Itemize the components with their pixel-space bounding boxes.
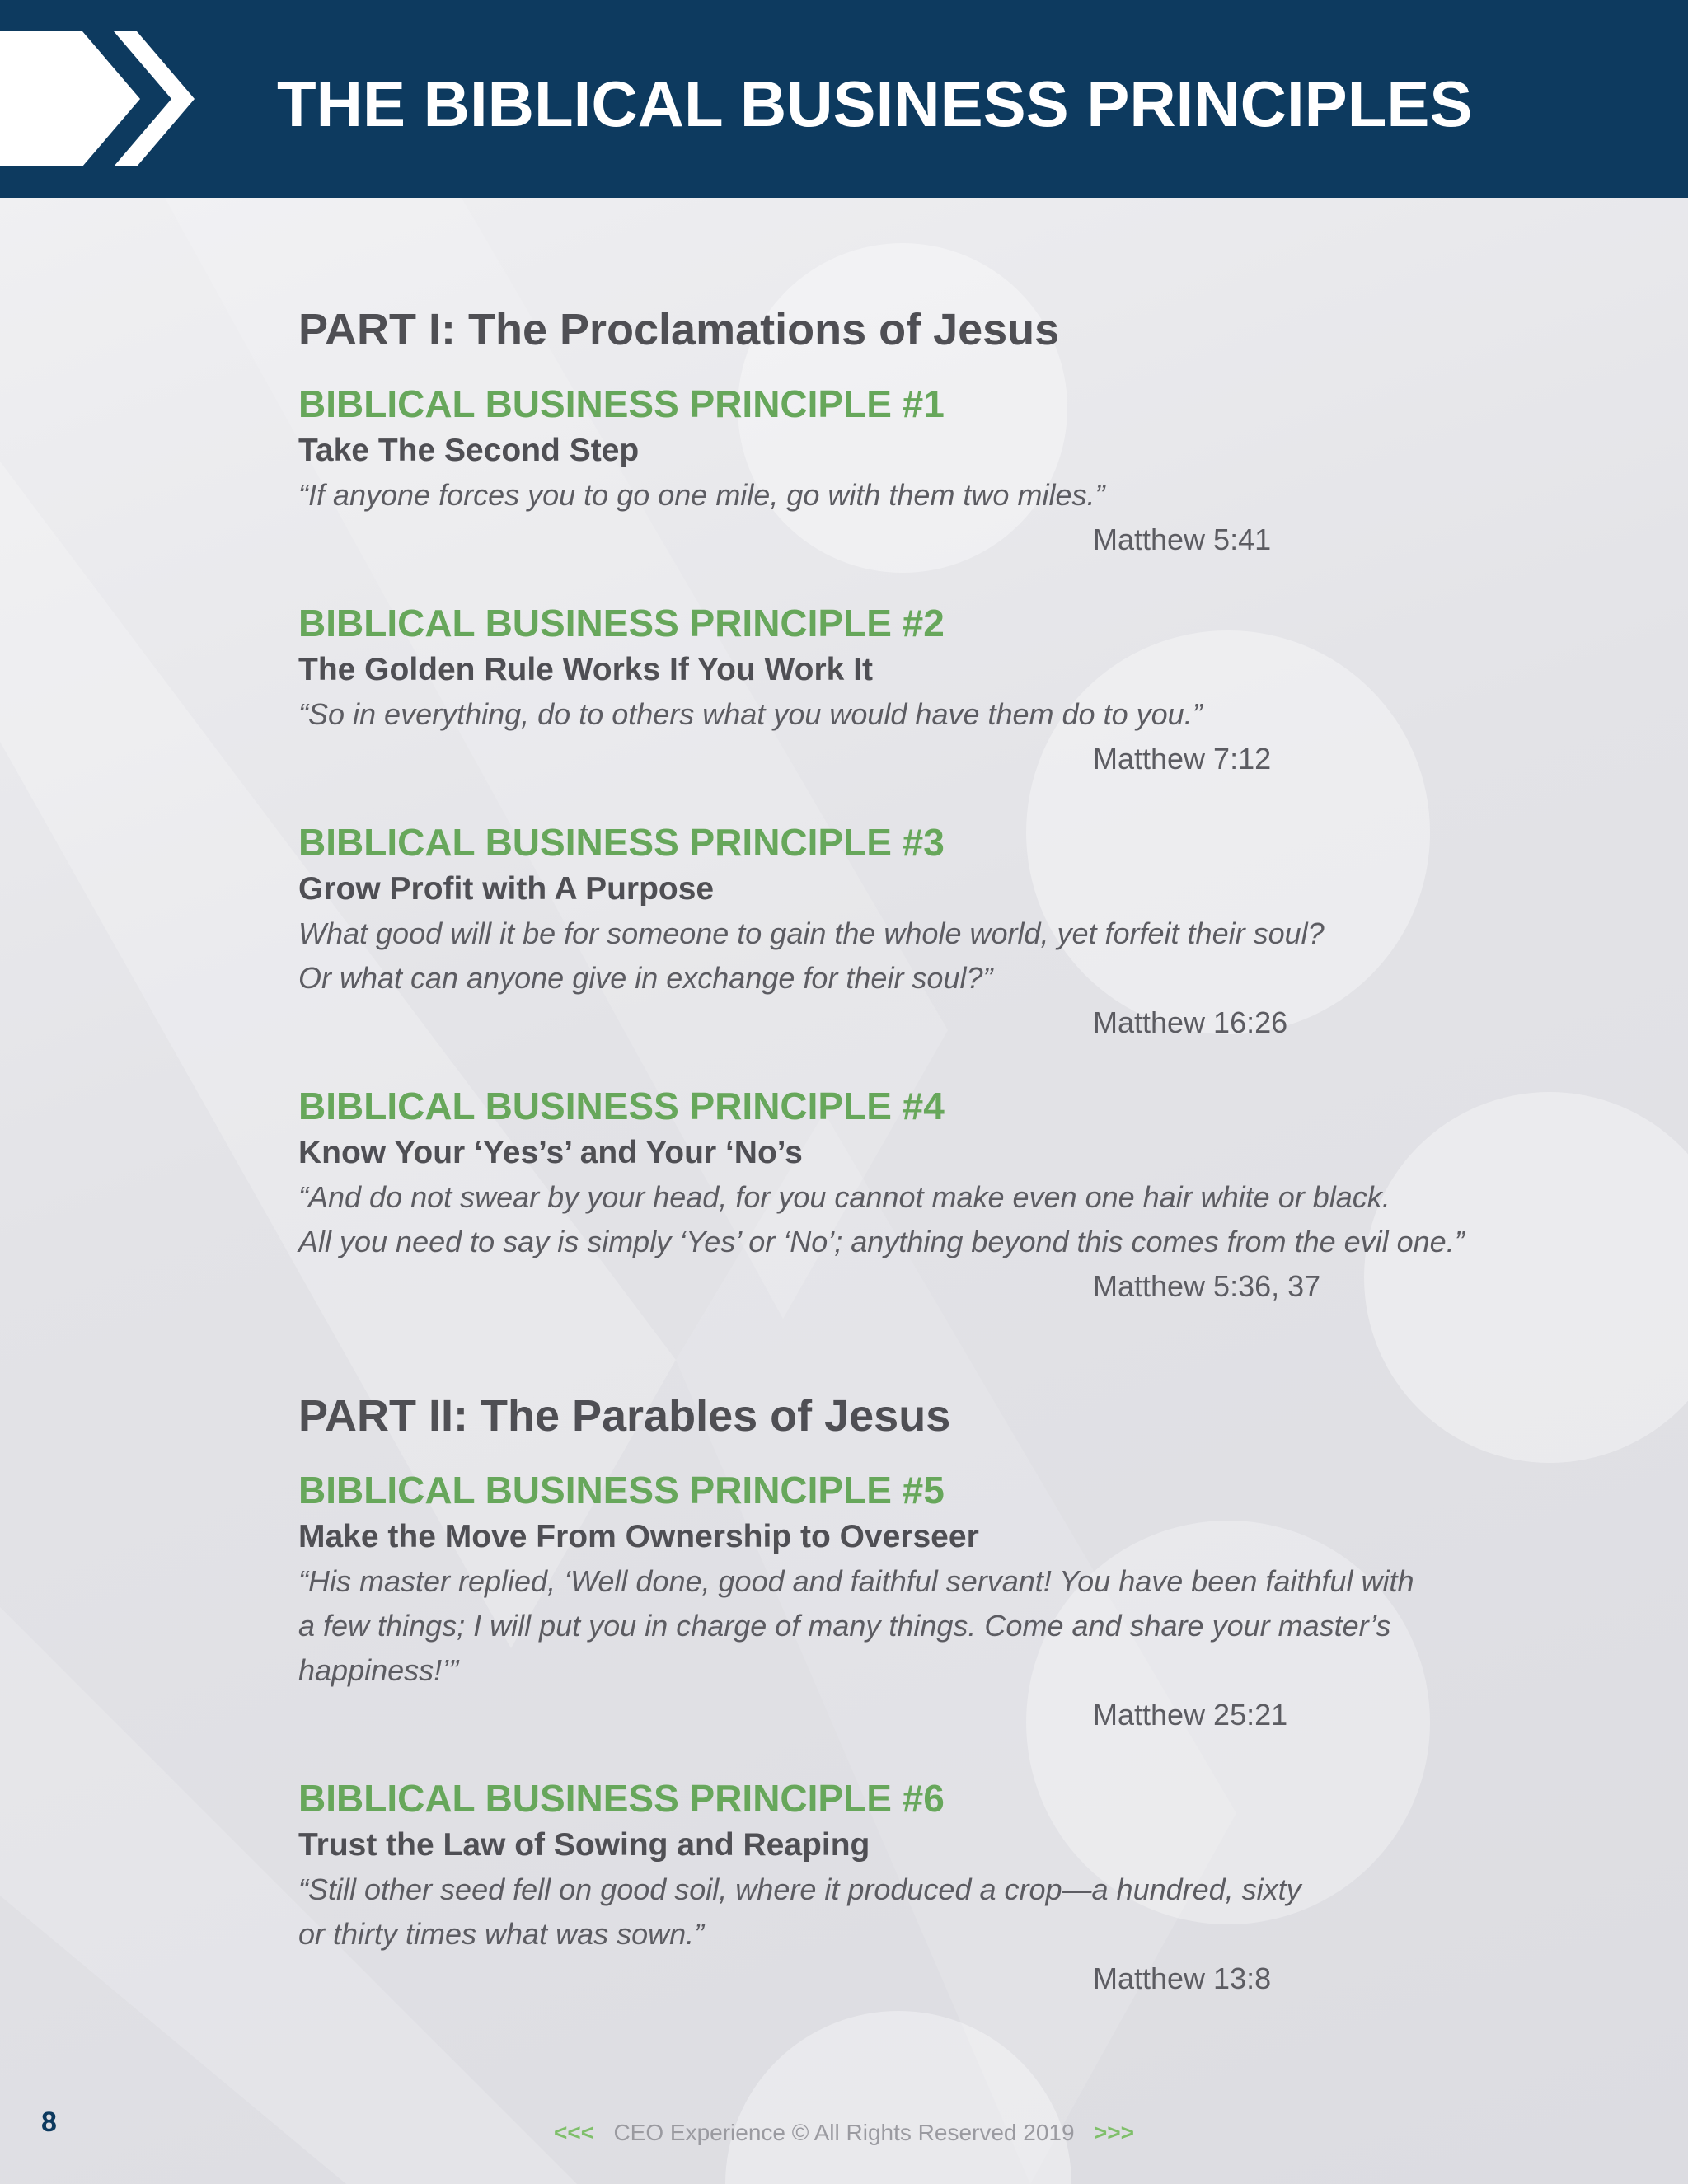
quote-line: What good will it be for someone to gain the whole world, yet forfeit their soul? xyxy=(298,916,1325,950)
part-2-section xyxy=(298,1383,1452,2001)
quote-line: “If anyone forces you to go one mile, go with them two miles.” xyxy=(298,478,1105,512)
principle-3 xyxy=(298,818,1452,1045)
main-content xyxy=(298,297,1465,2001)
footer-left-arrows: <<< xyxy=(554,2120,595,2145)
scripture-reference: Matthew 5:36, 37 xyxy=(1093,1269,1321,1303)
principle-subtitle: Make the Move From Ownership to Overseer xyxy=(298,1519,979,1554)
principle-heading: BIBLICAL BUSINESS PRINCIPLE #6 xyxy=(298,1777,945,1820)
quote-line: “Still other seed fell on good soil, where it produced a crop—a hundred, sixty xyxy=(298,1872,1301,1906)
principle-5 xyxy=(298,1465,1452,1737)
scripture-reference: Matthew 25:21 xyxy=(1093,1698,1288,1732)
part-1-section xyxy=(298,297,1465,1309)
page-title: THE BIBLICAL BUSINESS PRINCIPLES xyxy=(277,68,1473,140)
quote-line: or thirty times what was sown.” xyxy=(298,1917,705,1951)
principle-heading: BIBLICAL BUSINESS PRINCIPLE #3 xyxy=(298,821,945,864)
scripture-reference: Matthew 16:26 xyxy=(1093,1005,1288,1039)
principle-4 xyxy=(298,1081,1465,1309)
principle-quote xyxy=(298,1175,1465,1264)
chevron-arrows-icon xyxy=(0,0,214,198)
quote-line: “So in everything, do to others what you would have them do to you.” xyxy=(298,697,1203,731)
principle-quote xyxy=(298,692,1403,737)
principle-heading: BIBLICAL BUSINESS PRINCIPLE #4 xyxy=(298,1085,945,1127)
principle-subtitle: Trust the Law of Sowing and Reaping xyxy=(298,1827,870,1863)
principle-quote xyxy=(298,912,1403,1001)
footer xyxy=(0,2120,1688,2146)
scripture-reference: Matthew 13:8 xyxy=(1093,1961,1272,1995)
part-title: PART II: The Parables of Jesus xyxy=(298,1391,951,1441)
principle-subtitle: Grow Profit with A Purpose xyxy=(298,871,715,907)
footer-right-arrows: >>> xyxy=(1093,2120,1134,2145)
principle-2 xyxy=(298,598,1452,781)
footer-copyright: CEO Experience © All Rights Reserved 2019 xyxy=(613,2120,1075,2145)
quote-line: happiness!’” xyxy=(298,1653,459,1687)
quote-line: a few things; I will put you in charge of many things. Come and share your master’s xyxy=(298,1609,1391,1643)
principle-6 xyxy=(298,1774,1452,2001)
quote-line: Or what can anyone give in exchange for their soul?” xyxy=(298,961,993,995)
principle-heading: BIBLICAL BUSINESS PRINCIPLE #2 xyxy=(298,602,945,644)
principle-quote xyxy=(298,1868,1403,1957)
scripture-reference: Matthew 7:12 xyxy=(1093,742,1272,776)
principle-subtitle: The Golden Rule Works If You Work It xyxy=(298,652,874,687)
quote-line: All you need to say is simply ‘Yes’ or ‘No’; anything beyond this comes from the evil one.” xyxy=(298,1225,1465,1258)
principle-heading: BIBLICAL BUSINESS PRINCIPLE #1 xyxy=(298,382,945,425)
principle-subtitle: Take The Second Step xyxy=(298,433,640,468)
principle-subtitle: Know Your ‘Yes’s’ and Your ‘No’s xyxy=(298,1135,803,1170)
principle-heading: BIBLICAL BUSINESS PRINCIPLE #5 xyxy=(298,1469,945,1511)
part-title: PART I: The Proclamations of Jesus xyxy=(298,305,1060,354)
principle-quote xyxy=(298,473,1403,518)
scripture-reference: Matthew 5:41 xyxy=(1093,523,1272,556)
quote-line: “His master replied, ‘Well done, good and faithful servant! You have been faithful with xyxy=(298,1564,1414,1598)
page-number: 8 xyxy=(41,2107,57,2138)
page-header xyxy=(0,0,1688,198)
quote-line: “And do not swear by your head, for you cannot make even one hair white or black. xyxy=(298,1180,1390,1214)
principle-quote xyxy=(298,1559,1414,1693)
principle-1 xyxy=(298,379,1452,562)
